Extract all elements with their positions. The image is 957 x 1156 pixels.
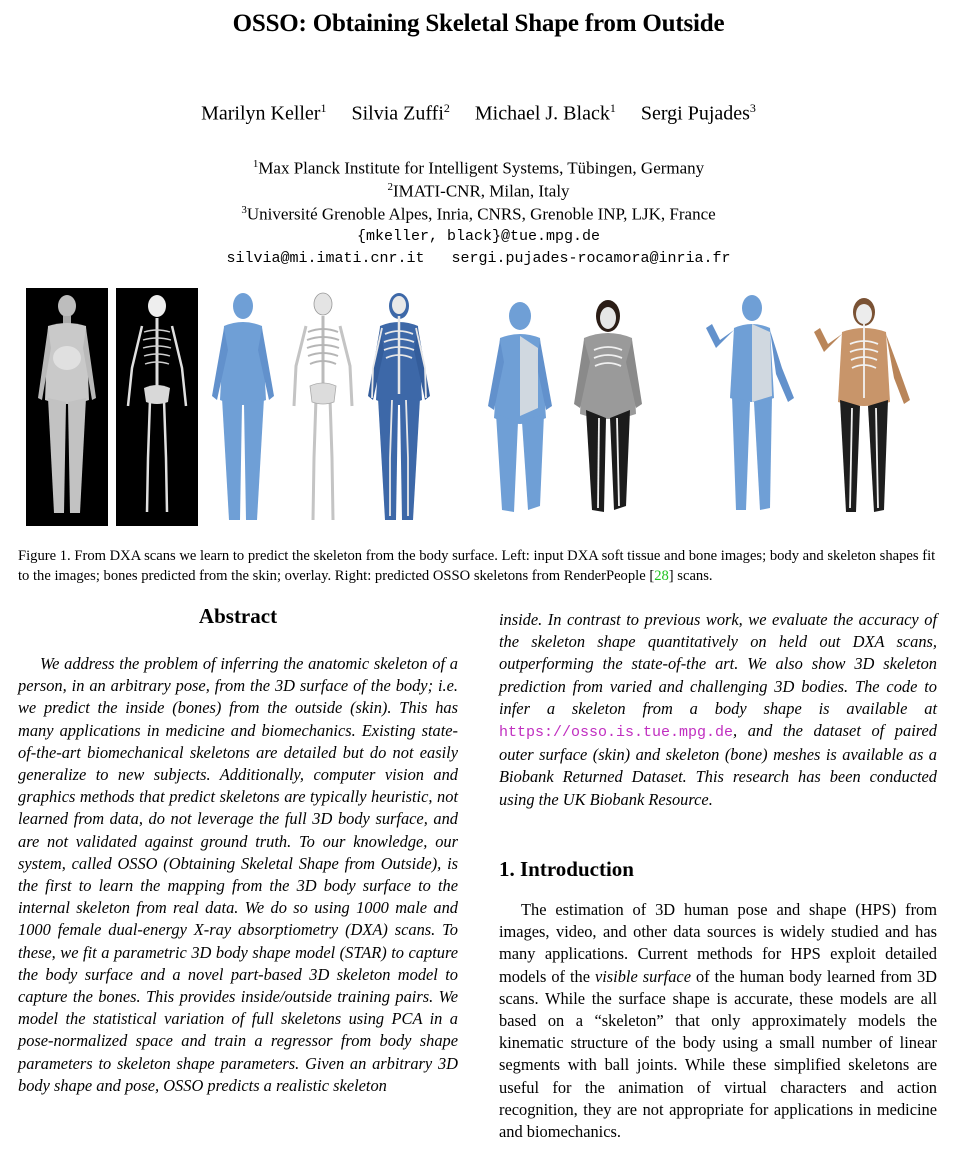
figure-caption: Figure 1. From DXA scans we learn to predict the skeleton from the body surface. Left: input DXA soft tissue and bone images; body and skeleton shapes fit to the images; bones predicted from the skin; overlay. Right: predicted OSSO skeletons from RenderPeople [28] scans.: [18, 548, 936, 584]
renderpeople-skeleton-textured-1: [566, 288, 648, 526]
figure-1: [26, 288, 938, 530]
author: Silvia Zuffi$^2$: [351, 101, 450, 125]
dxa-soft-tissue-image: [26, 288, 108, 526]
renderpeople-skeleton-blue-1: [478, 288, 560, 526]
skeleton-body-overlay: [360, 288, 438, 526]
author: Sergi Pujades$^3$: [640, 101, 756, 125]
abstract-text-left: We address the problem of inferring the anatomic skeleton of a person, in an arbitrary pose, from the 3D surface of the body; i.e. we predict the inside (bones) from the outside (skin). This has many applications in medicine and biomechanics. Existing state-of-the-art biomechanical skeletons are detailed but do not easily generalize to new subjects. Additionally, computer vision and graphics methods that predict skeletons are typically heuristic, not learned from data, do not leverage the full 3D body surface, and are not validated against ground truth. To our knowledge, our system, called OSSO (Obtaining Skeletal Shape from Outside), is the first to learn the mapping from the 3D body surface to the internal skeleton from real data. We do so using 1000 male and 1000 female dual-energy X-ray absorptiometry (DXA) scans. To these, we fit a parametric 3D body shape model (STAR) to capture the body surface and a novel part-based 3D skeleton model to capture the bones. This provides inside/outside training pairs. We model the statistical variation of full skeletons using PCA in a pose-normalized space and train a regressor from body shape parameters to skeleton shape parameters. Given an arbitrary 3D body shape and pose, OSSO predicts a realistic skeleton: [18, 654, 458, 1095]
abstract-text-right: inside. In contrast to previous work, we evaluate the accuracy of the skeleton shape quantitatively on held out DXA scans, outperforming the state-of-the art. We also show 3D skeleton prediction from varied and challenging 3D bodies. The code to infer a skeleton from a body shape is available at https://osso.is.tue.mpg.de, and the dataset of paired outer surface (skin) and skeleton (bone) meshes is available as a Biobank Returned Dataset. This research has been conducted using the UK Biobank Resource.: [499, 610, 937, 809]
citation-link[interactable]: 28: [654, 568, 669, 584]
project-url-link[interactable]: https://osso.is.tue.mpg.de: [499, 724, 734, 742]
introduction-heading: 1. Introduction: [499, 857, 634, 881]
email-line: {mkeller, black}@tue.mpg.de: [356, 228, 601, 245]
email-line: silvia@mi.imati.cnr.it sergi.pujades-rocamora@inria.fr: [226, 250, 731, 267]
introduction-paragraph: The estimation of 3D human pose and shape (HPS) from images, video, and other data sources is widely studied and has many applications. Current methods for HPS exploit detailed models of the visible surface of the human body learned from 3D scans. While the surface shape is accurate, these models are all based on a “skeleton” that only approximately models the kinematic structure of the body using a small number of linear segments with ball joints. While these simplified skeletons are useful for the animation of virtual characters and action recognition, they are not appropriate for applications in medicine and biomechanics.: [499, 900, 937, 1142]
affiliation: $^1$Max Planck Institute for Intelligent Systems, Tübingen, Germany: [252, 158, 705, 178]
dxa-bone-image: [116, 288, 198, 526]
affiliation: $^2$IMATI-CNR, Milan, Italy: [387, 181, 570, 201]
fitted-body-shape: [204, 288, 282, 526]
abstract-heading: Abstract: [198, 604, 278, 628]
author: Michael J. Black$^1$: [474, 101, 616, 125]
fitted-skeleton-shape: [284, 288, 362, 526]
author: Marilyn Keller$^1$: [201, 101, 327, 125]
paper-title: OSSO: Obtaining Skeletal Shape from Outside: [232, 10, 725, 37]
affiliation: $^3$Université Grenoble Alpes, Inria, CNRS, Grenoble INP, LJK, France: [241, 204, 716, 224]
renderpeople-skeleton-textured-2: [808, 288, 920, 526]
author-list: [0, 101, 957, 126]
renderpeople-skeleton-blue-2: [698, 288, 804, 526]
